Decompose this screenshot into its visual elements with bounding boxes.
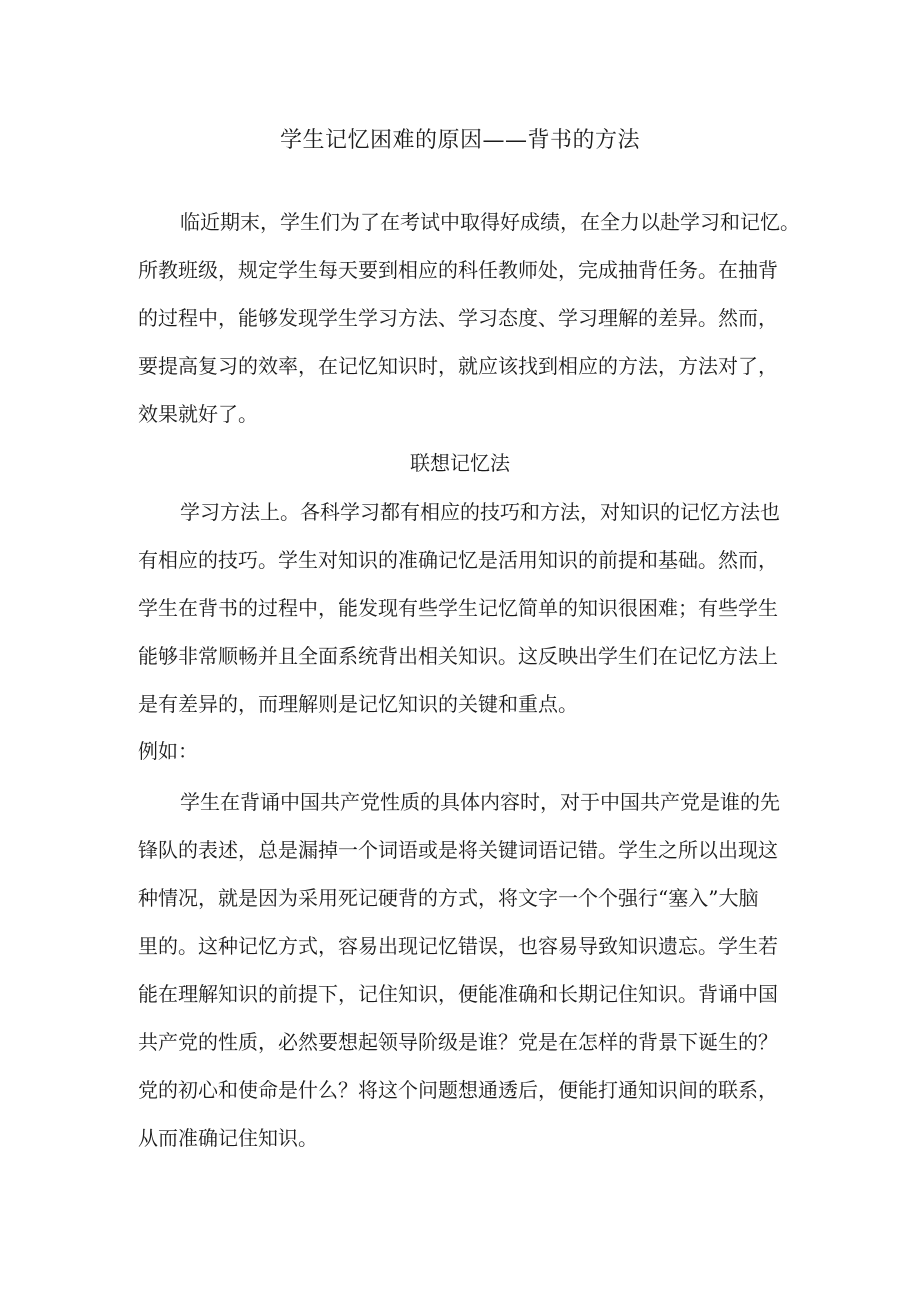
text-line: 能够非常顺畅并且全面系统背出相关知识。这反映出学生们在记忆方法上 bbox=[138, 644, 778, 668]
text-line: 能在理解知识的前提下，记住知识，便能准确和长期记住知识。背诵中国 bbox=[138, 982, 778, 1006]
text-line: 学习方法上。各科学习都有相应的技巧和方法，对知识的记忆方法也 bbox=[180, 500, 780, 524]
text-line: 临近期末，学生们为了在考试中取得好成绩，在全力以赴学习和记忆。 bbox=[180, 210, 800, 234]
text-line: 有相应的技巧。学生对知识的准确记忆是活用知识的前提和基础。然而， bbox=[138, 548, 778, 572]
text-line: 是有差异的，而理解则是记忆知识的关键和重点。 bbox=[138, 692, 578, 716]
document-title: 学生记忆困难的原因——背书的方法 bbox=[279, 128, 640, 153]
paragraph-example bbox=[138, 778, 788, 1162]
text-line: 党的初心和使命是什么？将这个问题想通透后，便能打通知识间的联系， bbox=[138, 1078, 778, 1102]
text-line: 从而准确记住知识。 bbox=[138, 1126, 318, 1150]
text-line: 学生在背书的过程中，能发现有些学生记忆简单的知识很困难；有些学生 bbox=[138, 596, 778, 620]
paragraph-example-label bbox=[138, 727, 788, 775]
text-line: 的过程中，能够发现学生学习方法、学习态度、学习理解的差异。然而， bbox=[138, 306, 778, 330]
text-line: 所教班级，规定学生每天要到相应的科任教师处，完成抽背任务。在抽背 bbox=[138, 258, 778, 282]
text-line: 里的。这种记忆方式，容易出现记忆错误，也容易导致知识遗忘。学生若 bbox=[138, 934, 778, 958]
text-line: 要提高复习的效率，在记忆知识时，就应该找到相应的方法，方法对了， bbox=[138, 354, 778, 378]
text-line: 种情况，就是因为采用死记硬背的方式，将文字一个个强行“塞入”大脑 bbox=[138, 886, 759, 910]
text-line: 学生在背诵中国共产党性质的具体内容时，对于中国共产党是谁的先 bbox=[180, 790, 780, 814]
text-line: 例如： bbox=[138, 739, 198, 763]
text-line: 锋队的表述，总是漏掉一个词语或是将关键词语记错。学生之所以出现这 bbox=[138, 838, 778, 862]
text-line: 共产党的性质，必然要想起领导阶级是谁？党是在怎样的背景下诞生的？ bbox=[138, 1030, 778, 1054]
section-heading: 联想记忆法 bbox=[410, 451, 510, 475]
text-line: 效果就好了。 bbox=[138, 402, 258, 426]
paragraph-intro bbox=[138, 198, 800, 438]
paragraph-methods bbox=[138, 488, 788, 728]
